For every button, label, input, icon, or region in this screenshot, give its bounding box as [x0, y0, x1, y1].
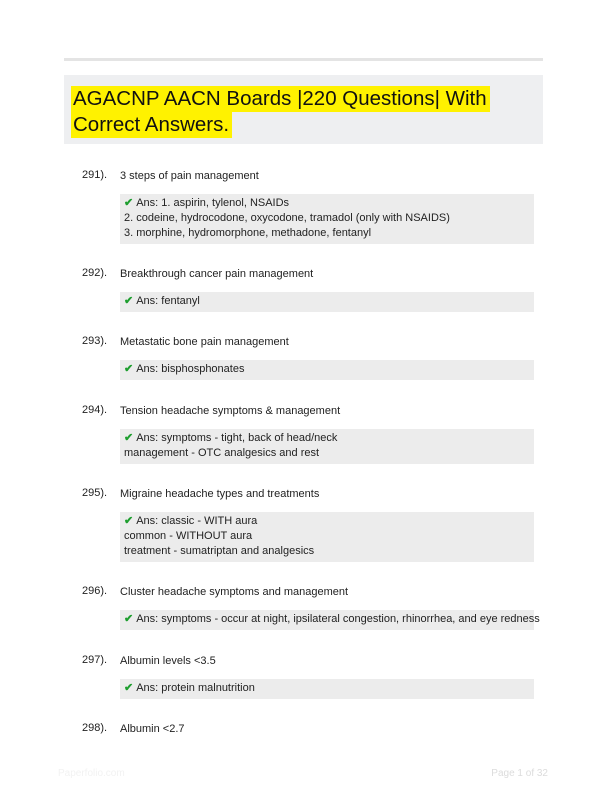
- answer-box: [120, 292, 534, 312]
- question-text: Migraine headache types and treatments: [120, 488, 320, 500]
- question-number: 293).: [82, 335, 108, 347]
- answer-line: ✔ Ans: fentanyl: [124, 295, 200, 307]
- answer-line: management - OTC analgesics and rest: [124, 447, 320, 459]
- answer-box: [120, 194, 534, 244]
- answer-box: [120, 512, 534, 562]
- answer-box: [120, 360, 534, 380]
- question-text: Metastatic bone pain management: [120, 336, 289, 348]
- answer-line: ✔ Ans: symptoms - tight, back of head/neck: [124, 432, 338, 444]
- question-number: 294).: [82, 404, 108, 416]
- question-number: 298).: [82, 722, 108, 734]
- question-text: Tension headache symptoms & management: [120, 405, 341, 417]
- top-divider: [64, 58, 543, 61]
- check-icon: ✔: [124, 682, 134, 694]
- check-icon: ✔: [124, 197, 134, 209]
- answer-line: 3. morphine, hydromorphone, methadone, fentanyl: [124, 227, 372, 239]
- question-text: Albumin <2.7: [120, 723, 185, 735]
- question-text: Cluster headache symptoms and management: [120, 586, 349, 598]
- page-number: Page 1 of 32: [491, 768, 548, 779]
- question-number: 291).: [82, 169, 108, 181]
- answer-line: ✔ Ans: classic - WITH aura: [124, 515, 258, 527]
- question-number: 295).: [82, 487, 108, 499]
- check-icon: ✔: [124, 613, 134, 625]
- answer-box: [120, 610, 540, 630]
- answer-line: ✔ Ans: protein malnutrition: [124, 682, 255, 694]
- document-title: AGACNP AACN Boards |220 Questions| With Correct Answers.: [71, 86, 511, 138]
- question-number: 297).: [82, 654, 108, 666]
- answer-line: treatment - sumatriptan and analgesics: [124, 545, 315, 557]
- check-icon: ✔: [124, 295, 134, 307]
- question-number: 296).: [82, 585, 108, 597]
- check-icon: ✔: [124, 515, 134, 527]
- answer-line: common - WITHOUT aura: [124, 530, 253, 542]
- question-text: Breakthrough cancer pain management: [120, 268, 314, 280]
- answer-line: ✔ Ans: symptoms - occur at night, ipsilateral congestion, rhinorrhea, and eye redness: [124, 613, 540, 625]
- question-text: Albumin levels <3.5: [120, 655, 216, 667]
- answer-line: 2. codeine, hydrocodone, oxycodone, tramadol (only with NSAIDS): [124, 212, 450, 224]
- answer-box: [120, 679, 534, 699]
- answer-line: ✔ Ans: bisphosphonates: [124, 363, 245, 375]
- answer-box: [120, 429, 534, 464]
- question-number: 292).: [82, 267, 108, 279]
- footer-watermark: Paperfolio.com: [58, 768, 125, 779]
- question-text: 3 steps of pain management: [120, 170, 259, 182]
- check-icon: ✔: [124, 432, 134, 444]
- check-icon: ✔: [124, 363, 134, 375]
- answer-line: ✔ Ans: 1. aspirin, tylenol, NSAIDs: [124, 197, 290, 209]
